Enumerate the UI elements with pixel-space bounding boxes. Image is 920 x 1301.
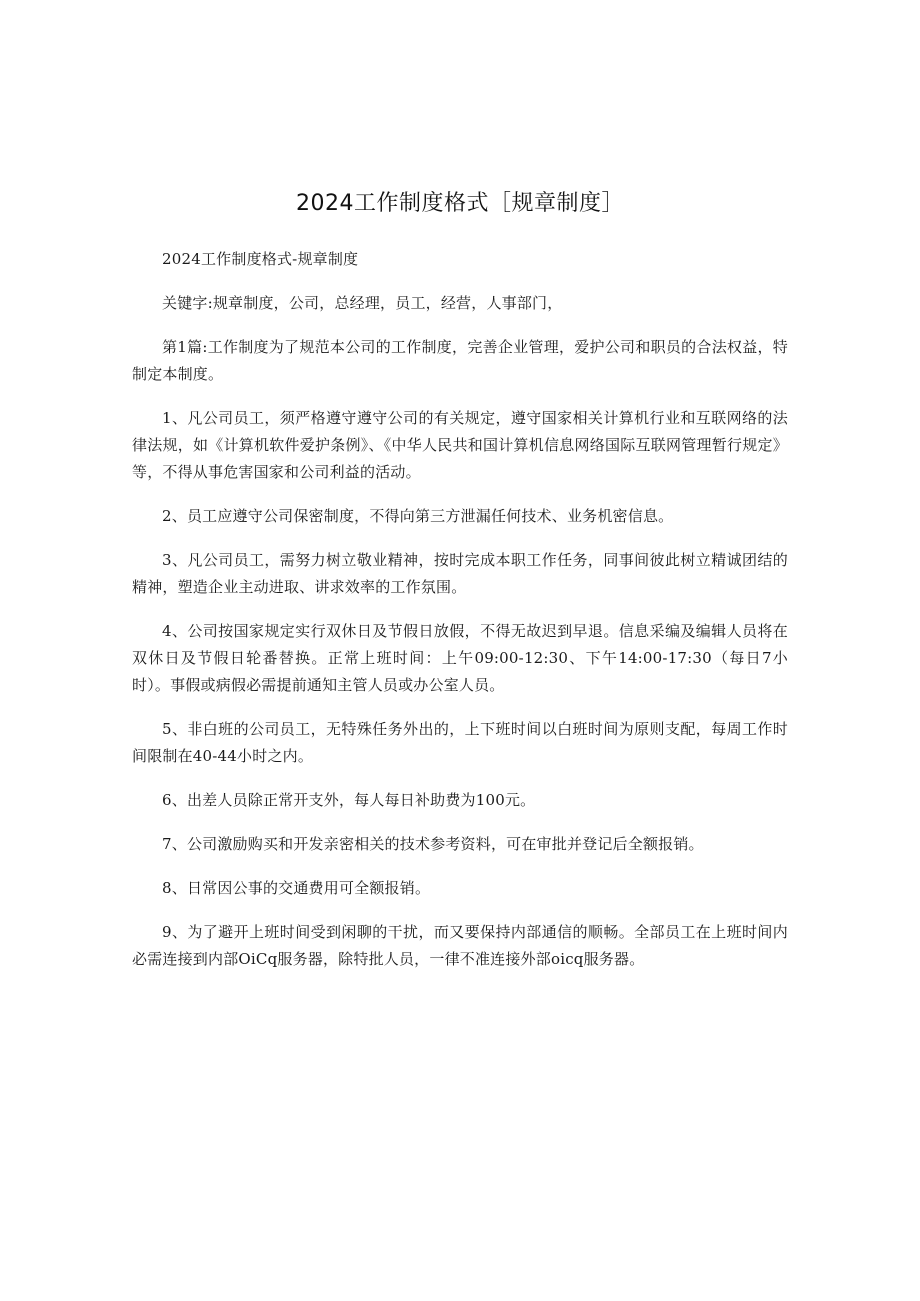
document-title: 2024工作制度格式［规章制度］: [296, 191, 624, 216]
rule-paragraph-1: 1、凡公司员工，须严格遵守遵守公司的有关规定，遵守国家相关计算机行业和互联网络的法律法规，如《计算机软件爱护条例》、《中华人民共和国计算机信息网络国际互联网管理暂行规定》等，不得从事危害国家和公司利益的活动。: [132, 409, 788, 481]
rule-paragraph-7: 7、公司激励购买和开发亲密相关的技术参考资料，可在审批并登记后全额报销。: [162, 835, 704, 853]
document-body: [132, 246, 788, 990]
rule-paragraph-8: 8、日常因公事的交通费用可全额报销。: [162, 879, 431, 897]
rule-paragraph-9: 9、为了避开上班时间受到闲聊的干扰，而又要保持内部通信的顺畅。全部员工在上班时间内必需连接到内部OiCq服务器，除特批人员，一律不准连接外部oicq服务器。: [132, 923, 788, 968]
rule-paragraph-4: 4、公司按国家规定实行双休日及节假日放假，不得无故迟到早退。信息采编及编辑人员将在双休日及节假日轮番替换。正常上班时间：上午09:00-12:30、下午14:00-17:30（每日7小时）。事假或病假必需提前通知主管人员或办公室人员。: [132, 622, 788, 694]
subtitle-line: 2024工作制度格式-规章制度: [162, 250, 359, 268]
rule-paragraph-3: 3、凡公司员工，需努力树立敬业精神，按时完成本职工作任务，同事间彼此树立精诚团结的精神，塑造企业主动进取、讲求效率的工作氛围。: [132, 551, 788, 596]
rule-paragraph-6: 6、出差人员除正常开支外，每人每日补助费为100元。: [162, 791, 536, 809]
intro-paragraph: 第1篇:工作制度为了规范本公司的工作制度，完善企业管理，爱护公司和职员的合法权益，特制定本制度。: [132, 338, 788, 383]
rule-paragraph-2: 2、员工应遵守公司保密制度，不得向第三方泄漏任何技术、业务机密信息。: [162, 507, 674, 525]
rule-paragraph-5: 5、非白班的公司员工，无特殊任务外出的，上下班时间以白班时间为原则支配，每周工作时间限制在40-44小时之内。: [132, 720, 788, 765]
keywords-line: 关键字:规章制度，公司，总经理，员工，经营，人事部门，: [162, 294, 563, 312]
